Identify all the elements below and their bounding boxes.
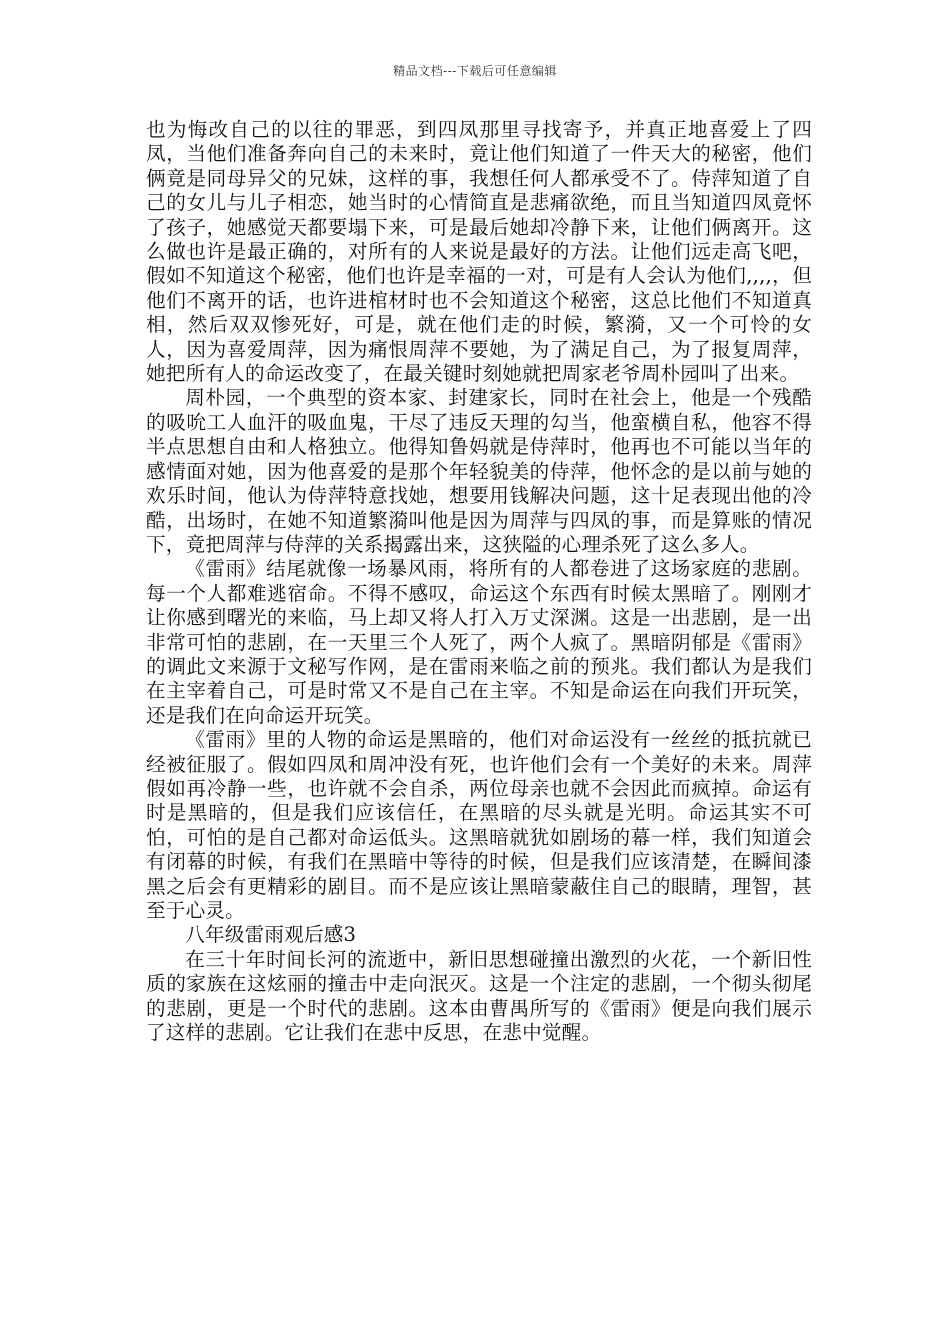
paragraph-zhou-puyuan: 周朴园，一个典型的资本家、封建家长，同时在社会上，他是一个残酷的吸吮工人血汗的吸血鬼，干尽了违反天理的勾当，他蛮横自私，他容不得半点思想自由和人格独立。他得知鲁妈就是侍萍时，他再也不可能以当年的感情面对她，因为他喜爱的是那个年轻貌美的侍萍，他怀念的是以前与她的欢乐时间，他认为侍萍特意找她，想要用钱解决问题，这十足表现出他的冷酷，出场时，在她不知道繁漪叫他是因为周萍与四凤的事，而是算账的情况下，竟把周萍与侍萍的关系揭露出来，这狭隘的心理杀死了这么多人。 <box>146 386 812 556</box>
paragraph-fate-darkness: 《雷雨》里的人物的命运是黑暗的，他们对命运没有一丝丝的抵抗就已经被征服了。假如四凤和周冲没有死，也许他们会有一个美好的未来。周萍假如再冷静一些，也许就不会自杀，两位母亲也就不会因此而疯掉。命运有时是黑暗的，但是我们应该信任，在黑暗的尽头就是光明。命运其实不可怕，可怕的是自己都对命运低头。这黑暗就犹如剧场的幕一样，我们知道会有闭幕的时候，有我们在黑暗中等待的时候，但是我们应该清楚，在瞬间漆黑之后会有更精彩的剧目。而不是应该让黑暗蒙蔽住自己的眼睛，理智，甚至于心灵。 <box>146 728 812 922</box>
section-heading: 八年级雷雨观后感3 <box>185 923 357 947</box>
page-header: 精品文档---下载后可任意编辑 <box>393 64 557 78</box>
paragraph-continuation: 也为悔改自己的以往的罪恶，到四凤那里寻找寄予，并真正地喜爱上了四凤，当他们准备奔向自己的未来时，竟让他们知道了一件天大的秘密，他们俩竟是同母异父的兄妹，这样的事，我想任何人都承受不了。侍萍知道了自己的女儿与儿子相恋，她当时的心情简直是悲痛欲绝，而且当知道四凤竟怀了孩子，她感觉天都要塌下来，可是最后她却冷静下来，让他们俩离开。这么做也许是最正确的，对所有的人来说是最好的方法。让他们远走高飞吧，假如不知道这个秘密，他们也许是幸福的一对，可是有人会认为他们,,,,，但他们不离开的话，也许进棺材时也不会知道这个秘密，这总比他们不知道真相，然后双双惨死好，可是，就在他们走的时候，繁漪，又一个可怜的女人，因为喜爱周萍，因为痛恨周萍不要她，为了满足自己，为了报复周萍，她把所有人的命运改变了，在最关键时刻她就把周家老爷周朴园叫了出来。 <box>146 118 812 386</box>
paragraph-ending-storm: 《雷雨》结尾就像一场暴风雨，将所有的人都卷进了这场家庭的悲剧。每一个人都难逃宿命。不得不感叹，命运这个东西有时候太黑暗了。刚刚才让你感到曙光的来临，马上却又将人打入万丈深渊。这是一出悲剧，是一出非常可怕的悲剧，在一天里三个人死了，两个人疯了。黑暗阴郁是《雷雨》的调此文来源于文秘写作网，是在雷雨来临之前的预兆。我们都认为是我们在主宰着自己，可是时常又不是自己在主宰。不知是命运在向我们开玩笑，还是我们在向命运开玩笑。 <box>146 557 812 727</box>
paragraph-thirty-years: 在三十年时间长河的流逝中，新旧思想碰撞出激烈的火花，一个新旧性质的家族在这炫丽的撞击中走向泯灭。这是一个注定的悲剧，一个彻头彻尾的悲剧，更是一个时代的悲剧。这本由曹禺所写的《雷雨》便是向我们展示了这样的悲剧。它让我们在悲中反思，在悲中觉醒。 <box>146 947 812 1045</box>
document-body <box>146 118 812 1045</box>
